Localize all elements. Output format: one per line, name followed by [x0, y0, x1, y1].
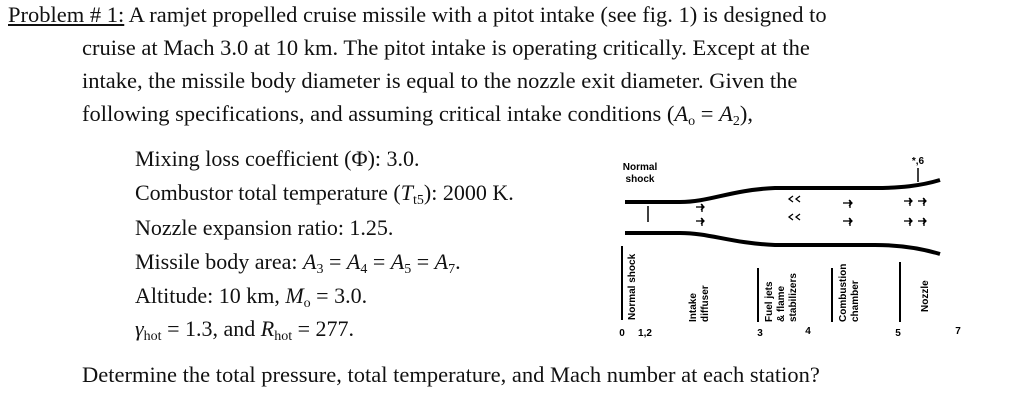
label-comb-2: chamber [850, 280, 861, 322]
combustion-arrow-upper [843, 200, 852, 208]
text: Combustor total temperature ( [135, 180, 401, 205]
intake-arrow-lower [696, 218, 704, 226]
spec-mixing: Mixing loss coefficient (Φ): 3.0. [135, 146, 420, 171]
text: 3 [316, 262, 324, 277]
label-intake-2: diffuser [700, 285, 711, 322]
intake-arrow-upper [696, 204, 704, 212]
flame-stabilizer-upper [789, 196, 800, 202]
spec-combustor [135, 180, 514, 209]
station-5: 5 [895, 328, 901, 339]
text: = 1.3, and [161, 316, 261, 341]
text: 5 [404, 262, 412, 277]
question-text: Determine the total pressure, total temperature, and Mach number at each station? [82, 362, 820, 387]
nozzle-arrow-lower [904, 218, 926, 226]
normal-shock-top-label-2: shock [625, 174, 655, 185]
text: o [688, 114, 696, 129]
text: 2 [732, 114, 740, 129]
text: = 3.0. [310, 283, 368, 308]
text: ), [739, 101, 753, 126]
text: = [695, 101, 720, 126]
label-fuel-2: & flame [776, 285, 787, 322]
text: A [390, 249, 405, 274]
label-intake-1: Intake [688, 293, 699, 322]
text: A [346, 249, 361, 274]
text: = [323, 249, 347, 274]
text: A [674, 101, 689, 126]
text: . [455, 249, 461, 274]
text: Altitude: 10 km, [135, 283, 286, 308]
text: γ [135, 316, 144, 341]
label-nozzle: Nozzle [920, 280, 931, 312]
text: A [719, 101, 733, 126]
missile-lower-wall [625, 233, 940, 254]
text: o [303, 296, 311, 311]
text: T [400, 180, 414, 205]
station-1-2: 1,2 [638, 328, 652, 339]
text: Missile body area: [135, 249, 304, 274]
problem-text-1: A ramjet propelled cruise missile with a pitot intake (see fig. 1) is designed to [128, 2, 827, 27]
text: ): 2000 K. [423, 180, 514, 205]
ramjet-figure [600, 150, 970, 350]
text: = [411, 249, 435, 274]
label-fuel-1: Fuel jets [764, 281, 775, 322]
nozzle-arrow-upper [904, 198, 926, 206]
text: t5 [413, 193, 424, 208]
text: A [434, 249, 449, 274]
problem-line-4 [82, 99, 753, 137]
problem-line-2: cruise at Mach 3.0 at 10 km. The pitot intake is operating critically. Except at the [82, 35, 810, 60]
station-3: 3 [757, 328, 763, 339]
normal-shock-top-label-1: Normal [622, 162, 658, 173]
text: 7 [448, 262, 456, 277]
missile-upper-wall [625, 180, 940, 202]
text: 4 [360, 262, 368, 277]
combustion-arrow-lower [843, 218, 852, 226]
spec-nozzle: Nozzle expansion ratio: 1.25. [135, 215, 394, 240]
text: R [260, 316, 275, 341]
text: hot [143, 329, 162, 344]
problem-line-1 [8, 0, 827, 30]
text: A [303, 249, 317, 274]
text: = 277. [292, 316, 354, 341]
text: M [285, 283, 304, 308]
label-normal-shock: Normal shock [627, 253, 638, 320]
label-comb-1: Combustion [838, 263, 849, 322]
problem-line-3: intake, the missile body diameter is equal to the nozzle exit diameter. Given the [82, 68, 798, 93]
flame-stabilizer-lower [789, 214, 800, 220]
problem-label: Problem # 1: [8, 2, 125, 27]
station-0: 0 [619, 328, 625, 339]
spec-body-area [135, 249, 461, 278]
label-fuel-3: stabilizers [788, 273, 799, 322]
station-star6-label: *,6 [911, 156, 925, 167]
spec-gamma [135, 316, 354, 345]
text: hot [274, 329, 293, 344]
spec-altitude [135, 283, 367, 312]
station-4: 4 [805, 326, 811, 337]
text: following specifications, and assuming critical intake conditions ( [82, 101, 675, 126]
text: = [367, 249, 391, 274]
station-7: 7 [955, 326, 961, 337]
